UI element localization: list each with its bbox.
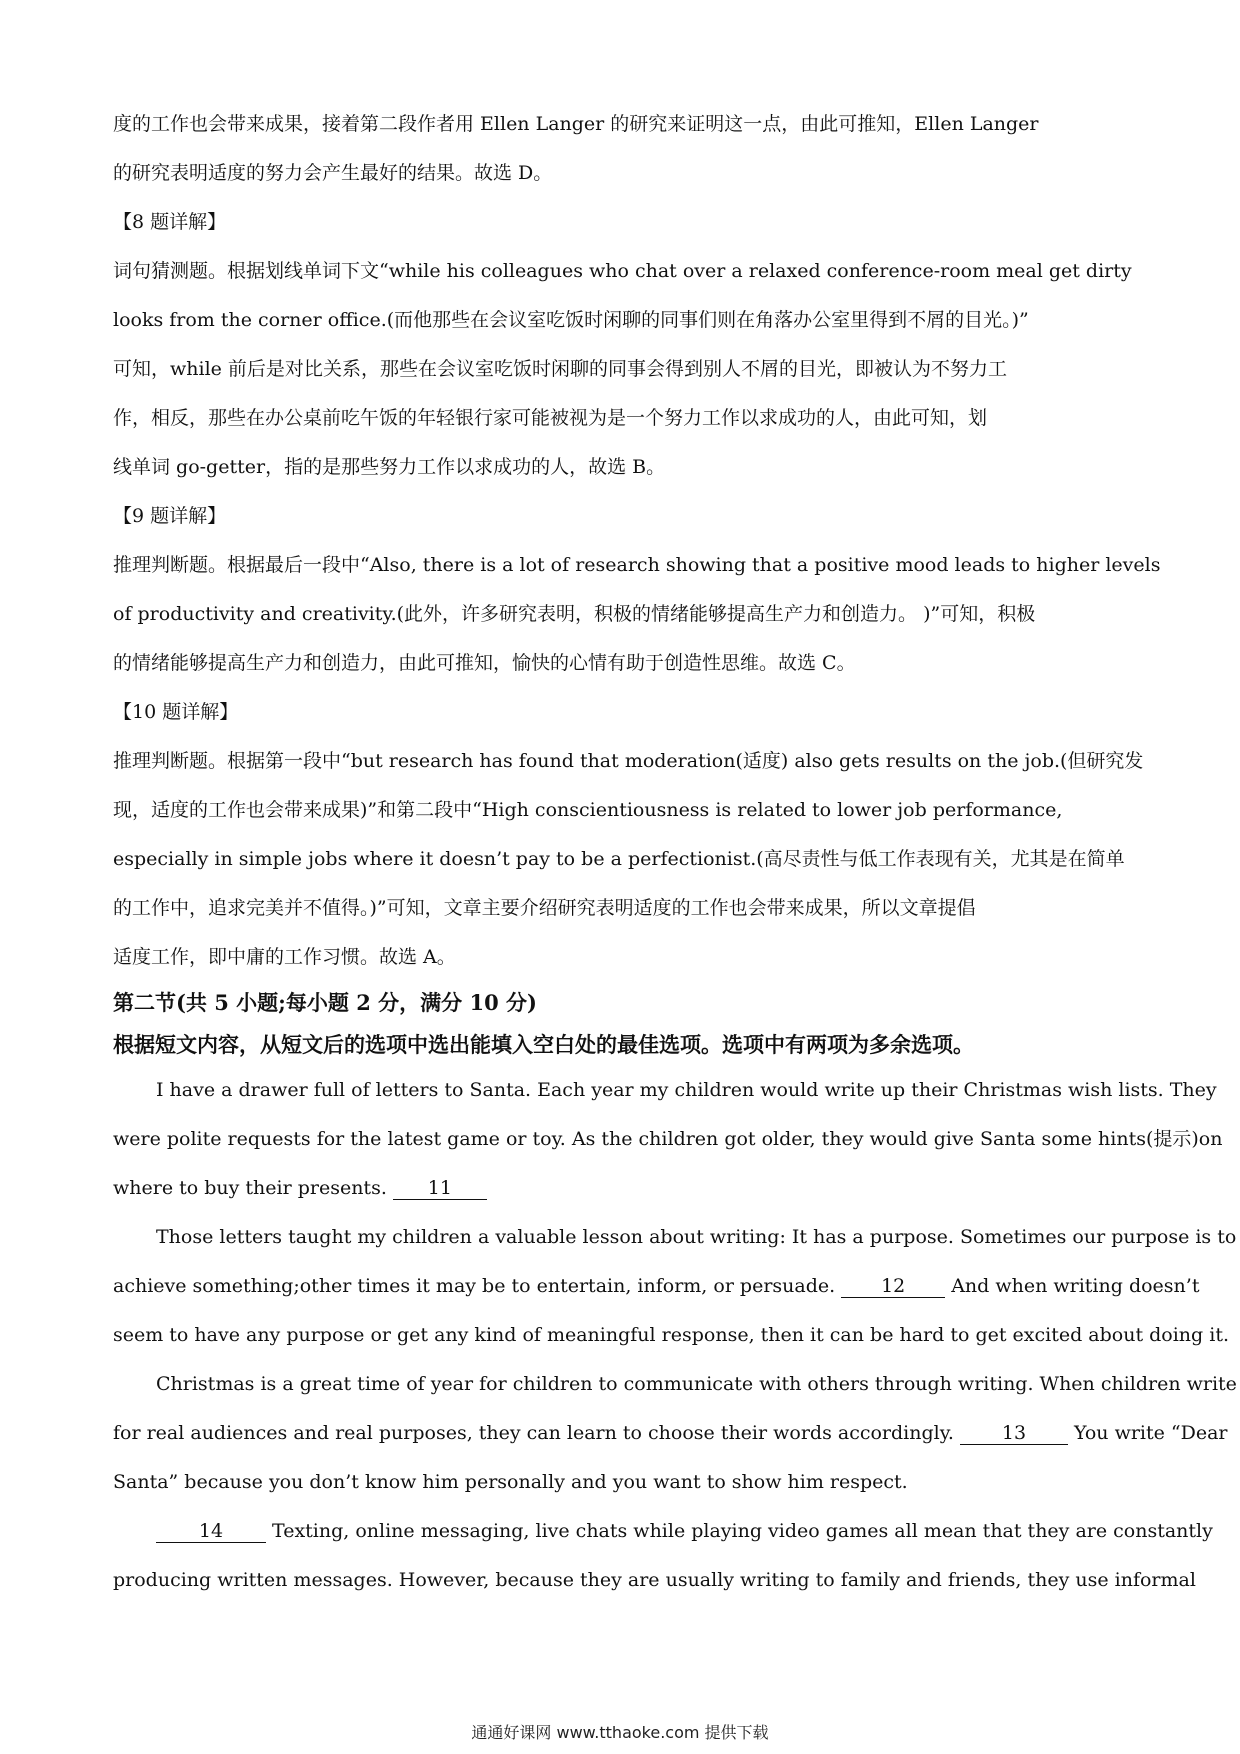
detail-9-label: 【9 题详解】 <box>113 505 227 527</box>
passage-line <box>113 1409 1228 1458</box>
text-line: 推理判断题。根据第一段中“but research has found that moderation(适度) also gets results on the job.(但研究发 <box>113 750 1144 772</box>
text-line: 词句猜测题。根据划线单词下文“while his colleagues who chat over a relaxed conference-room meal get dirty <box>113 260 1132 282</box>
passage-line: I have a drawer full of letters to Santa. Each year my children would write up their Christmas wish lists. They <box>156 1079 1217 1101</box>
passage-line: producing written messages. However, because they are usually writing to family and friends, they use informal <box>113 1569 1196 1591</box>
passage-text: Texting, online messaging, live chats while playing video games all mean that they are constantly <box>272 1520 1213 1542</box>
passage-text: where to buy their presents. <box>113 1177 387 1199</box>
passage-line: Santa” because you don’t know him personally and you want to show him respect. <box>113 1471 908 1493</box>
passage-text: for real audiences and real purposes, they can learn to choose their words accordingly. <box>113 1422 954 1444</box>
text-line: of productivity and creativity.(此外，许多研究表明，积极的情绪能够提高生产力和创造力。 )”可知，积极 <box>113 603 1036 625</box>
detail-8-label: 【8 题详解】 <box>113 211 227 233</box>
passage-text: You write “Dear <box>1073 1422 1228 1444</box>
passage-line: Those letters taught my children a valuable lesson about writing: It has a purpose. Sometimes our purpose is to <box>156 1226 1237 1248</box>
text-line: 的研究表明适度的努力会产生最好的结果。故选 D。 <box>113 162 553 184</box>
text-line: 现，适度的工作也会带来成果)”和第二段中“High conscientiousness is related to lower job performance, <box>113 799 1063 821</box>
text-line: 可知，while 前后是对比关系，那些在会议室吃饭时闲聊的同事会得到别人不屑的目光，即被认为不努力工 <box>113 358 1007 380</box>
blank-11[interactable]: 11 <box>393 1177 487 1200</box>
text-line: 线单词 go-getter，指的是那些努力工作以求成功的人，故选 B。 <box>113 456 666 478</box>
passage-line: Christmas is a great time of year for children to communicate with others through writing. When children write <box>156 1373 1237 1395</box>
passage-line: were polite requests for the latest game or toy. As the children got older, they would give Santa some hints(提示)on <box>113 1128 1223 1150</box>
passage-line <box>113 1507 1213 1556</box>
passage-line <box>113 1262 1200 1311</box>
text-line: 的工作中，追求完美并不值得。)”可知，文章主要介绍研究表明适度的工作也会带来成果，所以文章提倡 <box>113 897 976 919</box>
detail-10-label: 【10 题详解】 <box>113 701 239 723</box>
passage-text: achieve something;other times it may be to entertain, inform, or persuade. <box>113 1275 836 1297</box>
text-line: 推理判断题。根据最后一段中“Also, there is a lot of research showing that a positive mood leads to higher levels <box>113 554 1161 576</box>
blank-13[interactable]: 13 <box>960 1422 1068 1445</box>
text-line: looks from the corner office.(而他那些在会议室吃饭时闲聊的同事们则在角落办公室里得到不屑的目光。)” <box>113 309 1029 331</box>
text-line: 作，相反，那些在办公桌前吃午饭的年轻银行家可能被视为是一个努力工作以求成功的人，由此可知，划 <box>113 407 988 429</box>
text-line: 适度工作，即中庸的工作习惯。故选 A。 <box>113 946 456 968</box>
page-footer: 通通好课网 www.tthaoke.com 提供下载 <box>471 1723 769 1742</box>
blank-14[interactable]: 14 <box>156 1520 266 1543</box>
passage-line: seem to have any purpose or get any kind of meaningful response, then it can be hard to get excited about doing it. <box>113 1324 1229 1346</box>
passage-text: And when writing doesn’t <box>951 1275 1200 1297</box>
text-line: 的情绪能够提高生产力和创造力，由此可推知，愉快的心情有助于创造性思维。故选 C。 <box>113 652 856 674</box>
blank-12[interactable]: 12 <box>841 1275 945 1298</box>
section-2-instruction: 根据短文内容，从短文后的选项中选出能填入空白处的最佳选项。选项中有两项为多余选项。 <box>113 1032 974 1057</box>
section-2-title: 第二节(共 5 小题;每小题 2 分，满分 10 分) <box>113 990 537 1015</box>
passage-line <box>113 1164 1133 1213</box>
text-line: 度的工作也会带来成果，接着第二段作者用 Ellen Langer 的研究来证明这一点，由此可推知，Ellen Langer <box>113 113 1039 135</box>
page-content <box>113 100 1237 1605</box>
text-line: especially in simple jobs where it doesn’t pay to be a perfectionist.(高尽责性与低工作表现有关，尤其是在简单 <box>113 848 1125 870</box>
